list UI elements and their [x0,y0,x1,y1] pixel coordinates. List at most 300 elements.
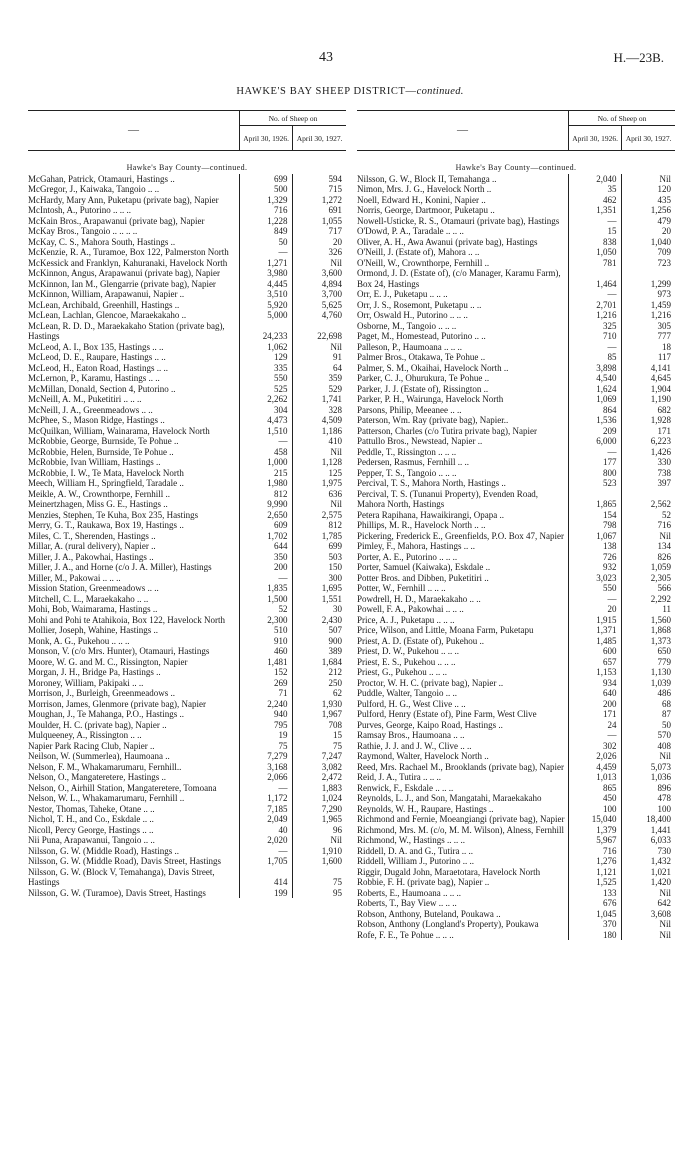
table-row [357,594,675,605]
table-row [28,583,346,594]
table-row [28,636,346,647]
sheep-1926: 2,262 [239,394,292,405]
table-row [357,909,675,920]
owner-name: McKay, C. S., Mahora South, Hastings .. [28,236,176,247]
sheep-1926: 1,536 [568,415,621,426]
owner-name: Orr, E. J., Puketapu .. .. .. [357,289,448,299]
sheep-1926: 370 [568,919,621,930]
owner-name: Richmond, W., Hastings .. .. .. [357,835,466,845]
sheep-1926: 3,168 [239,762,292,773]
table-row [357,919,675,930]
sheep-1926: 600 [568,646,621,657]
table-row [357,342,675,353]
sheep-1927: 1,600 [321,856,343,866]
owner-name: Nelson, F. M., Whakamarumaru, Fernhill.. [28,761,182,772]
table-row [357,300,675,311]
sheep-1927: 1,036 [650,772,672,782]
sheep-1927: 1,459 [650,299,672,310]
sheep-1926: 1,216 [568,310,621,321]
table-row [357,531,675,542]
sheep-1927: 117 [657,352,672,362]
owner-name: McLernon, P., Karamu, Hastings .. .. [28,373,160,383]
table-row [357,289,675,300]
table-row [357,856,675,867]
sheep-1927: 7,290 [321,803,343,814]
owner-name: Rofe, F. E., Te Pohue .. .. .. [357,929,454,940]
sheep-1927: 75 [333,740,343,751]
owner-name: Priest, A. D. (Estate of), Pukehou .. [357,635,484,646]
sheep-1927: Nil [659,919,672,929]
sheep-1926: 1,067 [568,531,621,542]
sheep-1927: 328 [328,404,343,415]
entries-table [357,163,675,940]
owner-name: Osborne, M., Tangoio .. .. .. [357,320,457,331]
sheep-1927: 1,039 [650,677,672,688]
owner-name: O'Neill, J. (Estate of), Mahora .. .. [357,247,480,257]
sheep-1926: — [568,289,621,300]
page-title [0,86,700,97]
sheep-1927: 62 [333,688,343,698]
sheep-1927: 250 [328,677,343,688]
sheep-1927: 812 [328,520,343,530]
owner-name: Pulford, H. G., West Clive .. .. [357,698,466,709]
owner-name: Parker, C. J., Ohurukura, Te Pohue .. [357,373,490,383]
owner-name: Pimley, F., Mahora, Hastings .. .. [357,541,475,551]
sheep-1926: 325 [568,321,621,332]
table-row [357,489,675,510]
sheep-1926: 657 [568,657,621,668]
table-row [357,457,675,468]
owner-name: McKinnon, Ian M., Glengarrie (private bag), Napier [28,278,216,289]
sheep-1927: 1,560 [650,614,672,625]
sheep-1927: 18,400 [646,814,672,824]
sheep-1926: 800 [568,468,621,479]
owner-name: Priest, G., Pukehou .. .. .. [357,667,447,677]
sheep-1926: — [239,846,292,857]
sheep-1926: 20 [568,604,621,615]
table-row [357,804,675,815]
table-row [357,226,675,237]
table-row [28,625,346,636]
owner-name: Price, Wilson, and Little, Moana Farm, Puketapu [357,625,534,635]
owner-name: McNeill, A. M., Puketitiri .. .. .. [28,394,142,404]
sheep-1926: 3,898 [568,363,621,374]
owner-name: Pattullo Bros., Newstead, Napier .. [357,436,483,446]
table-row [28,321,346,342]
sheep-1927: 4,645 [650,373,672,383]
sheep-1927: 1,695 [321,583,343,593]
table-row [357,436,675,447]
sheep-1926: 4,473 [239,415,292,426]
header-blank: — [357,111,569,151]
table-row [28,730,346,741]
sheep-1927: 50 [662,719,672,730]
sheep-1926: 2,040 [568,174,621,185]
sheep-1927: 410 [328,436,343,446]
sheep-1927: 1,059 [650,562,672,572]
owner-name: Monson, V. (c/o Mrs. Hunter), Otamauri, Hastings [28,646,210,656]
table-row [357,793,675,804]
sheep-1926: 3,023 [568,573,621,584]
table-row [357,394,675,405]
sheep-1927: 1,420 [650,877,672,887]
owner-name: McKay Bros., Tangoio .. .. .. .. [28,226,138,236]
table-row [357,657,675,668]
table-row [357,583,675,594]
sheep-1927: Nil [330,499,343,509]
owner-name: Potter, W., Fernhill .. .. .. [357,583,446,593]
sheep-1927: 777 [657,331,672,341]
sheep-1927: 18 [662,341,672,352]
table-row [357,667,675,678]
table-row [28,867,346,888]
table-row [357,552,675,563]
sheep-1926: 350 [239,552,292,563]
table-row [357,478,675,489]
page-number: 43 [319,50,333,65]
table-row [357,174,675,185]
sheep-1926: 71 [239,688,292,699]
sheep-1926: 3,510 [239,289,292,300]
table-row [28,888,346,899]
sheep-1926: 523 [568,478,621,489]
table-row [357,184,675,195]
sheep-1927: 4,894 [321,278,343,289]
table-row [357,636,675,647]
sheep-1926: 640 [568,688,621,699]
owner-name: Potter Bros. and Dibben, Puketitiri .. [357,572,489,583]
table-row [28,310,346,321]
table-row [28,573,346,584]
sheep-1926: 1,228 [239,216,292,227]
table-row [357,720,675,731]
sheep-1926: 1,371 [568,625,621,636]
sheep-1927: 4,509 [321,415,343,425]
sheep-1926: 510 [239,625,292,636]
owner-name: Priest, E. S., Pukehou .. .. .. [357,656,456,667]
header-1927: April 30, 1927. [296,133,343,143]
sheep-1927: 68 [662,698,672,709]
owner-name: McKain Bros., Arapawanui (private bag), Napier [28,215,205,226]
table-row [357,930,675,941]
sheep-1926: 171 [568,709,621,720]
sheep-1927: 699 [328,541,343,551]
owner-name: Price, A. J., Puketapu .. .. .. [357,614,455,625]
sheep-1926: 138 [568,541,621,552]
sheep-1926: 1,865 [568,489,621,510]
table-row [28,468,346,479]
table-row [357,216,675,227]
sheep-1926: 2,701 [568,300,621,311]
owner-name: Meikle, A. W., Crownthorpe, Fernhill .. [28,488,170,499]
owner-name: Palmer Bros., Otakawa, Te Pohue .. [357,352,486,362]
table-row [28,562,346,573]
table-row [28,615,346,626]
table-row [357,247,675,258]
sheep-1927: 1,551 [321,593,343,604]
sheep-1926: 4,445 [239,279,292,290]
owner-name: Morgan, J. H., Bridge Pa, Hastings .. [28,667,161,677]
owner-name: Robbie, F. H. (private bag), Napier .. [357,877,490,887]
sheep-1926: 304 [239,405,292,416]
table-row [28,258,346,269]
sheep-1926: 75 [239,741,292,752]
owner-name: Nilsson, G. W. (Block V, Temahanga), Davis Street, Hastings [28,866,215,887]
sheep-1926: 525 [239,384,292,395]
sheep-1926: 1,485 [568,636,621,647]
table-row [28,268,346,279]
table-row [357,268,675,289]
owner-name: Parker, J. J. (Estate of), Rissington .. [357,383,489,394]
sheep-1927: 503 [328,551,343,562]
table-row [357,741,675,752]
sheep-1926: 100 [568,804,621,815]
owner-name: McKessick and Franklyn, Kahuranaki, Havelock North [28,257,228,268]
owner-name: Meinertzhagen, Miss G. E., Hastings .. [28,499,168,509]
sheep-1927: 1,432 [650,856,672,866]
owner-name: Rathie, J. J. and J. W., Clive .. .. [357,740,472,751]
sheep-1927: 389 [328,646,343,656]
sheep-1926: 716 [568,846,621,857]
table-row [28,300,346,311]
sheep-1926: 414 [239,867,292,888]
sheep-1927: 973 [657,289,672,299]
sheep-1926: 35 [568,184,621,195]
sheep-1926: 1,525 [568,877,621,888]
sheep-1926: 462 [568,195,621,206]
owner-name: Miller, M., Pakowai .. .. .. [28,572,121,583]
sheep-1927: 1,216 [650,310,672,320]
owner-name: Parker, P. H., Wairunga, Havelock North [357,394,504,404]
table-row [357,384,675,395]
sheep-1927: 3,608 [650,908,672,919]
sheep-1926: 781 [568,258,621,269]
owner-name: McLeod, A. I., Box 135, Hastings .. .. [28,341,164,352]
sheep-1927: 1,190 [650,394,672,404]
sheep-1927: 212 [328,667,343,677]
owner-name: Phillips, M. R., Havelock North .. .. [357,520,486,530]
table-row [357,783,675,794]
table-row [28,804,346,815]
sheep-1926: 1,276 [568,856,621,867]
table-row [357,195,675,206]
sheep-1927: 22,698 [317,331,343,341]
owner-name: O'Dowd, P. A., Taradale .. .. .. [357,226,464,236]
owner-name: Nilsson, G. W. (Middle Road), Davis Street, Hastings [28,856,221,866]
table-row [28,363,346,374]
sheep-1927: 15 [333,730,343,740]
sheep-1926: — [239,573,292,584]
sheep-1926: 1,153 [568,667,621,678]
sheep-1927: Nil [659,929,672,940]
sheep-1927: Nil [330,446,343,457]
table-row [28,342,346,353]
owner-name: Purves, George, Kaipo Road, Hastings .. [357,719,503,730]
owner-name: Mohi, Bob, Waimarama, Hastings .. [28,604,158,614]
header-1926: April 30, 1926. [569,126,622,151]
table-row [357,625,675,636]
sheep-1926: 24,233 [239,321,292,342]
sheep-1926: 1,045 [568,909,621,920]
table-row [28,394,346,405]
sheep-1926: 812 [239,489,292,500]
sheep-1927: 6,033 [650,835,672,845]
owner-name: Reynolds, L. J., and Son, Mangatahi, Maraekakaho [357,793,542,803]
sheep-1926: 209 [568,426,621,437]
title-main: HAWKE'S BAY SHEEP DISTRICT— [236,86,417,97]
table-row [28,205,346,216]
owner-name: Reid, J. A., Tutira .. .. .. [357,772,442,782]
sheep-1927: 5,073 [650,761,672,772]
owner-name: Raymond, Walter, Havelock North .. [357,751,489,761]
sheep-1926: 152 [239,667,292,678]
table-row [28,814,346,825]
sheep-1926: 269 [239,678,292,689]
sheep-1927: 1,910 [321,845,343,856]
sheep-1926: 6,000 [568,436,621,447]
owner-name: Nestor, Thomas, Taheke, Otane .. .. [28,803,155,814]
owner-name: McRobbie, I. W., Te Mata, Havelock North [28,467,184,478]
sheep-1927: 717 [328,226,343,236]
owner-name: Reynolds, W. H., Raupare, Hastings .. [357,803,494,814]
sheep-1926: 934 [568,678,621,689]
sheep-1927: 6,223 [650,436,672,446]
sheep-1927: 100 [657,803,672,814]
owner-name: Miller, J. A., and Horne (c/o J. A. Miller), Hastings [28,562,212,572]
sheep-1927: 507 [328,625,343,635]
owner-name: Renwick, F., Eskdale .. .. .. [357,782,454,793]
owner-name: Roberts, T., Bay View .. .. .. [357,898,457,908]
sheep-1926: 2,300 [239,615,292,626]
table-row [357,888,675,899]
sheep-1927: 2,562 [650,499,672,509]
owner-name: McIntosh, A., Putorino .. .. .. [28,205,132,215]
table-row [357,205,675,216]
sheep-1926: 19 [239,730,292,741]
sheep-1927: 435 [657,194,672,205]
table-row [28,531,346,542]
table-row [357,447,675,458]
table-row [28,216,346,227]
sheep-1927: 682 [657,404,672,415]
owner-name: Moughan, J., Te Mahanga, P.O., Hastings .. [28,709,184,719]
owner-name: Nii Puna, Arapawanui, Tangoio .. .. [28,835,155,845]
sheep-1926: 2,650 [239,510,292,521]
table-row [357,573,675,584]
owner-name: Merry, G. T., Raukawa, Box 19, Hastings .. [28,520,184,530]
sheep-1926: 133 [568,888,621,899]
table-row [28,846,346,857]
sheep-1926: 609 [239,520,292,531]
sheep-1927: 2,305 [650,572,672,583]
sheep-1927: 636 [328,488,343,499]
sheep-1926: 932 [568,562,621,573]
sheep-1927: 7,247 [321,751,343,761]
table-row [357,331,675,342]
sheep-1926: 716 [239,205,292,216]
owner-name: Mulqueeney, A., Rissington .. .. [28,730,142,740]
owner-name: McKinnon, Angus, Arapawanui (private bag), Napier [28,268,220,278]
table-row [28,699,346,710]
sheep-1926: 699 [239,174,292,185]
sheep-1926: — [568,216,621,227]
table-row [28,405,346,416]
sheep-1926: 154 [568,510,621,521]
owner-name: Riddell, D. A. and G., Tutira .. .. [357,845,474,856]
table-row [357,237,675,248]
table-row [357,541,675,552]
sheep-1927: 2,430 [321,614,343,625]
owner-name: McGahan, Patrick, Otamauri, Hastings .. [28,173,175,184]
table-row [28,856,346,867]
owner-name: Millar, A. (rural delivery), Napier .. [28,541,156,551]
owner-name: Palmer, S. M., Okaihai, Havelock North .. [357,362,509,373]
owner-name: Percival, T. S., Mahora North, Hastings .. [357,478,506,488]
sheep-1926: 85 [568,352,621,363]
sheep-1927: 779 [657,656,672,667]
table-row [357,510,675,521]
sheep-1926: — [568,342,621,353]
owner-name: Nimon, Mrs. J. G., Havelock North .. [357,184,492,194]
page-header [0,50,700,70]
sheep-1927: 1,883 [321,782,343,793]
table-row [357,846,675,857]
sheep-1926: 1,172 [239,793,292,804]
table-row [28,510,346,521]
sheep-1926: 4,540 [568,373,621,384]
left-column [28,110,346,898]
sheep-1927: 642 [657,898,672,908]
table-row [28,520,346,531]
table-row [28,657,346,668]
sheep-1927: 1,055 [321,215,343,226]
sheep-1926: 1,379 [568,825,621,836]
owner-name: Nelson, O., Mangateretere, Hastings .. [28,772,166,782]
sheep-1926: 1,510 [239,426,292,437]
sheep-1927: 134 [657,541,672,551]
sheep-1926: 1,069 [568,394,621,405]
owner-name: McLeod, H., Eaton Road, Hastings .. .. [28,362,168,373]
header-group: No. of Sheep on [569,111,676,126]
sheep-1926: 177 [568,457,621,468]
header-1927: April 30, 1927. [625,133,672,143]
sheep-1926: 1,481 [239,657,292,668]
table-row [357,310,675,321]
owner-name: McRobbie, George, Burnside, Te Pohue .. [28,436,179,446]
sheep-1926: 7,185 [239,804,292,815]
owner-name: Oliver, A. H., Awa Awanui (private bag), Hastings [357,236,538,247]
sheep-1926: 1,624 [568,384,621,395]
table-row [28,226,346,237]
owner-name: Palleson, P., Haumoana .. .. .. [357,341,462,352]
sheep-1927: 2,575 [321,509,343,520]
table-row [357,468,675,479]
owner-name: Norris, George, Dartmoor, Puketapu .. [357,205,495,215]
sheep-1927: 1,965 [321,814,343,824]
owner-name: Napier Park Racing Club, Napier .. [28,740,155,751]
table-row [357,762,675,773]
sheep-1927: 20 [662,226,672,236]
sheep-1927: 2,292 [650,593,672,604]
sheep-1926: 460 [239,646,292,657]
table-row [28,195,346,206]
sheep-1927: 20 [333,236,343,247]
sheep-1926: 849 [239,226,292,237]
sheep-1926: 1,915 [568,615,621,626]
sheep-1926: 550 [568,583,621,594]
owner-name: Nilsson, G. W., Block II, Temahanga .. [357,173,497,184]
owner-name: Noell, Edward H., Konini, Napier .. [357,194,486,205]
